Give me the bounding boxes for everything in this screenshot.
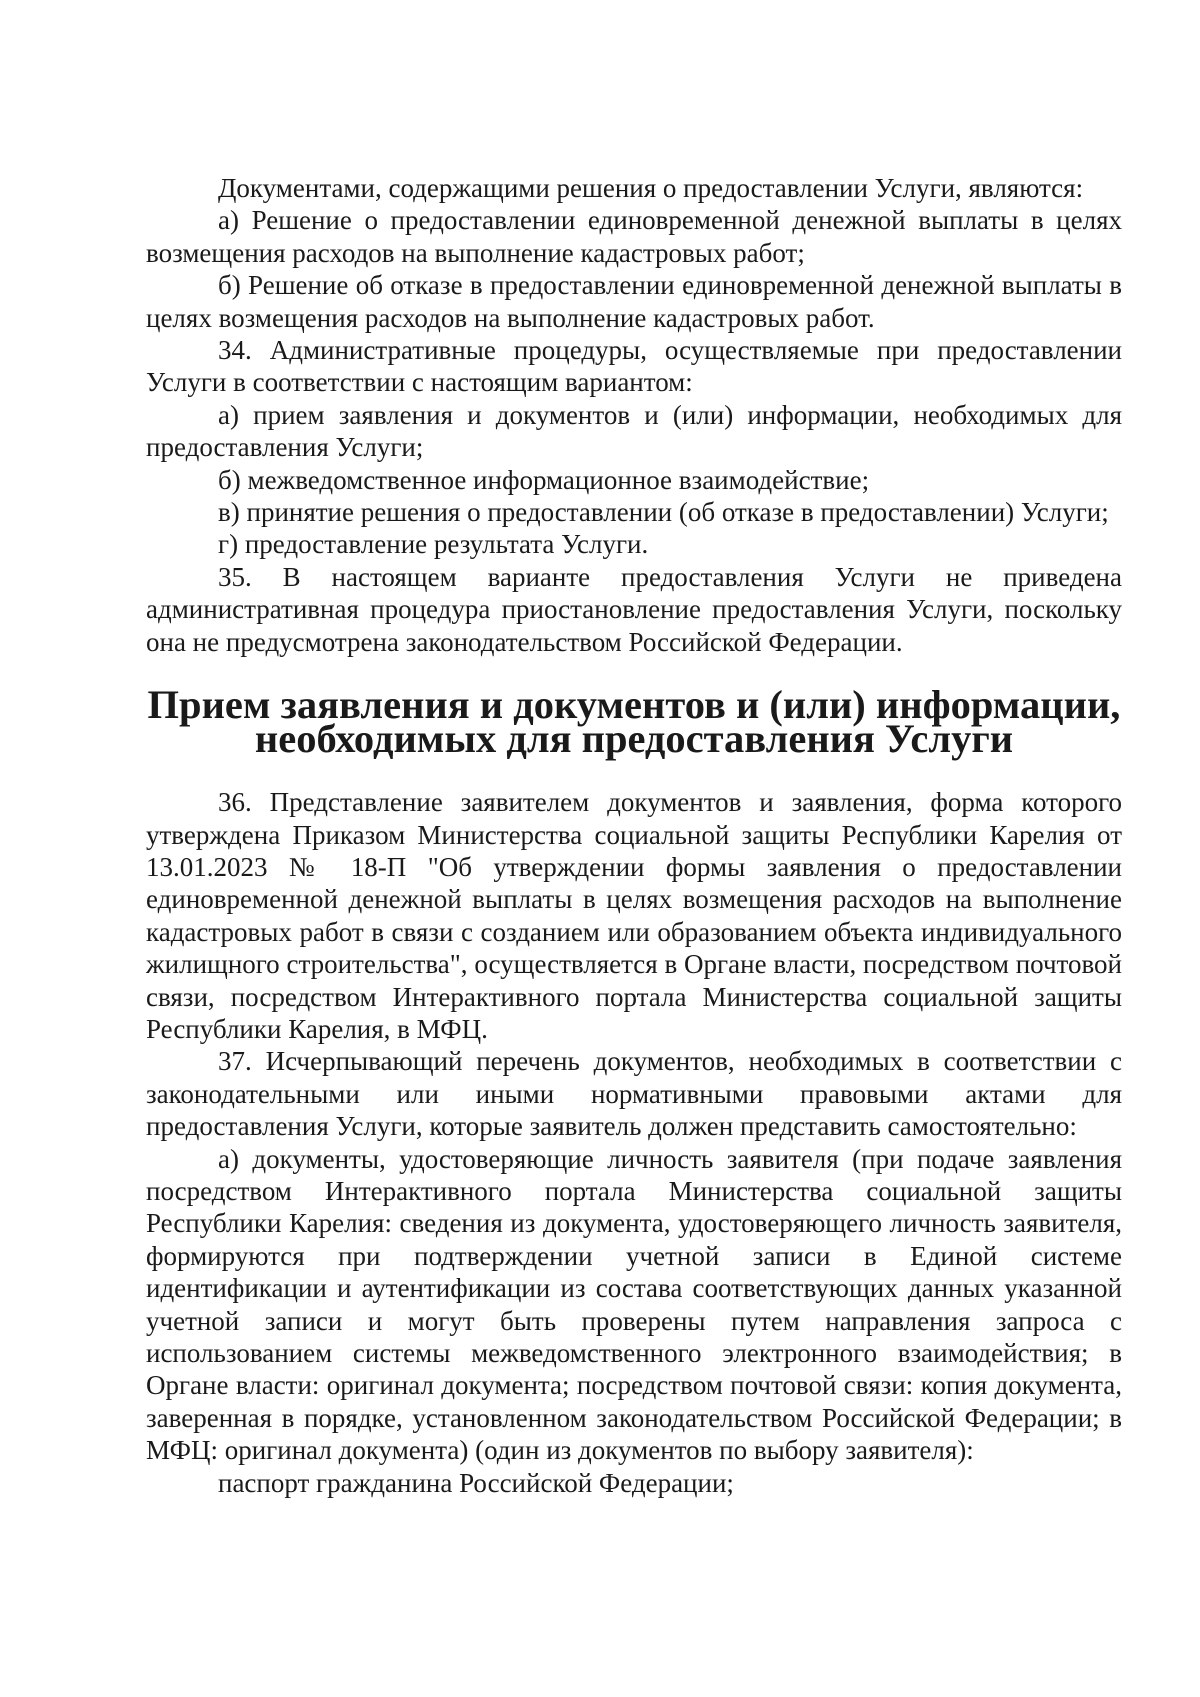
document-page bbox=[146, 172, 1122, 1499]
paragraph-34-item-b: б) межведомственное информационное взаимодействие; bbox=[218, 464, 870, 495]
paragraph-35: 35. В настоящем варианте предоставления Услуги не приведена административная процедура приостановление предоставления Услуги, поскольку она не предусмотрена законодательством Российской Федерации. bbox=[146, 561, 1122, 657]
section-heading: Прием заявления и документов и (или) информации, необходимых для предоставления Услуги bbox=[147, 682, 1121, 762]
paragraph-37: 37. Исчерпывающий перечень документов, необходимых в соответствии с законодательными или иными нормативными правовыми актами для предоставления Услуги, которые заявитель должен представить самостоятельно: bbox=[146, 1046, 1122, 1142]
paragraph-34-procedures: 34. Административные процедуры, осуществляемые при предоставлении Услуги в соответствии с настоящим вариантом: bbox=[146, 335, 1122, 398]
paragraph-34-item-g: г) предоставление результата Услуги. bbox=[218, 529, 649, 560]
paragraph-37-item-a: а) документы, удостоверяющие личность заявителя (при подаче заявления посредством Интерактивного портала Министерства социальной защиты Республики Карелия: сведения из документа, удостоверяющего личность заявителя, формируются при подтверждении учетной записи в Единой системе идентификации и аутентификации из состава соответствующих данных указанной учетной записи и могут быть проверены путем направления запроса с использованием системы межведомственного электронного взаимодействия; в Органе власти: оригинал документа; посредством почтовой связи: копия документа, заверенная в порядке, установленном законодательством Российской Федерации; в МФЦ: оригинал документа) (один из документов по выбору заявителя): bbox=[146, 1143, 1122, 1466]
paragraph-passport: паспорт гражданина Российской Федерации; bbox=[218, 1467, 734, 1498]
paragraph-item-a-decision-grant: а) Решение о предоставлении единовременной денежной выплаты в целях возмещения расходов на выполнение кадастровых работ; bbox=[146, 205, 1122, 268]
paragraph-item-b-decision-refusal: б) Решение об отказе в предоставлении единовременной денежной выплаты в целях возмещения расходов на выполнение кадастровых работ. bbox=[146, 270, 1122, 333]
paragraph-decision-documents: Документами, содержащими решения о предоставлении Услуги, являются: bbox=[218, 173, 1084, 203]
paragraph-34-item-a: а) прием заявления и документов и (или) информации, необходимых для предоставления Услуги; bbox=[146, 399, 1122, 463]
paragraph-36: 36. Представление заявителем документов и заявления, форма которого утверждена Приказом Министерства социальной защиты Республики Карелия от 13.01.2023 № 18-П "Об утверждении формы заявления о предоставлении единовременной денежной выплаты в целях возмещения расходов на выполнение кадастровых работ в связи с созданием или образованием объекта индивидуального жилищного строительства", осуществляется в Органе власти, посредством почтовой связи, посредством Интерактивного портала Министерства социальной защиты Республики Карелия, в МФЦ. bbox=[146, 787, 1122, 1044]
paragraph-34-item-v: в) принятие решения о предоставлении (об отказе в предоставлении) Услуги; bbox=[218, 497, 1109, 528]
